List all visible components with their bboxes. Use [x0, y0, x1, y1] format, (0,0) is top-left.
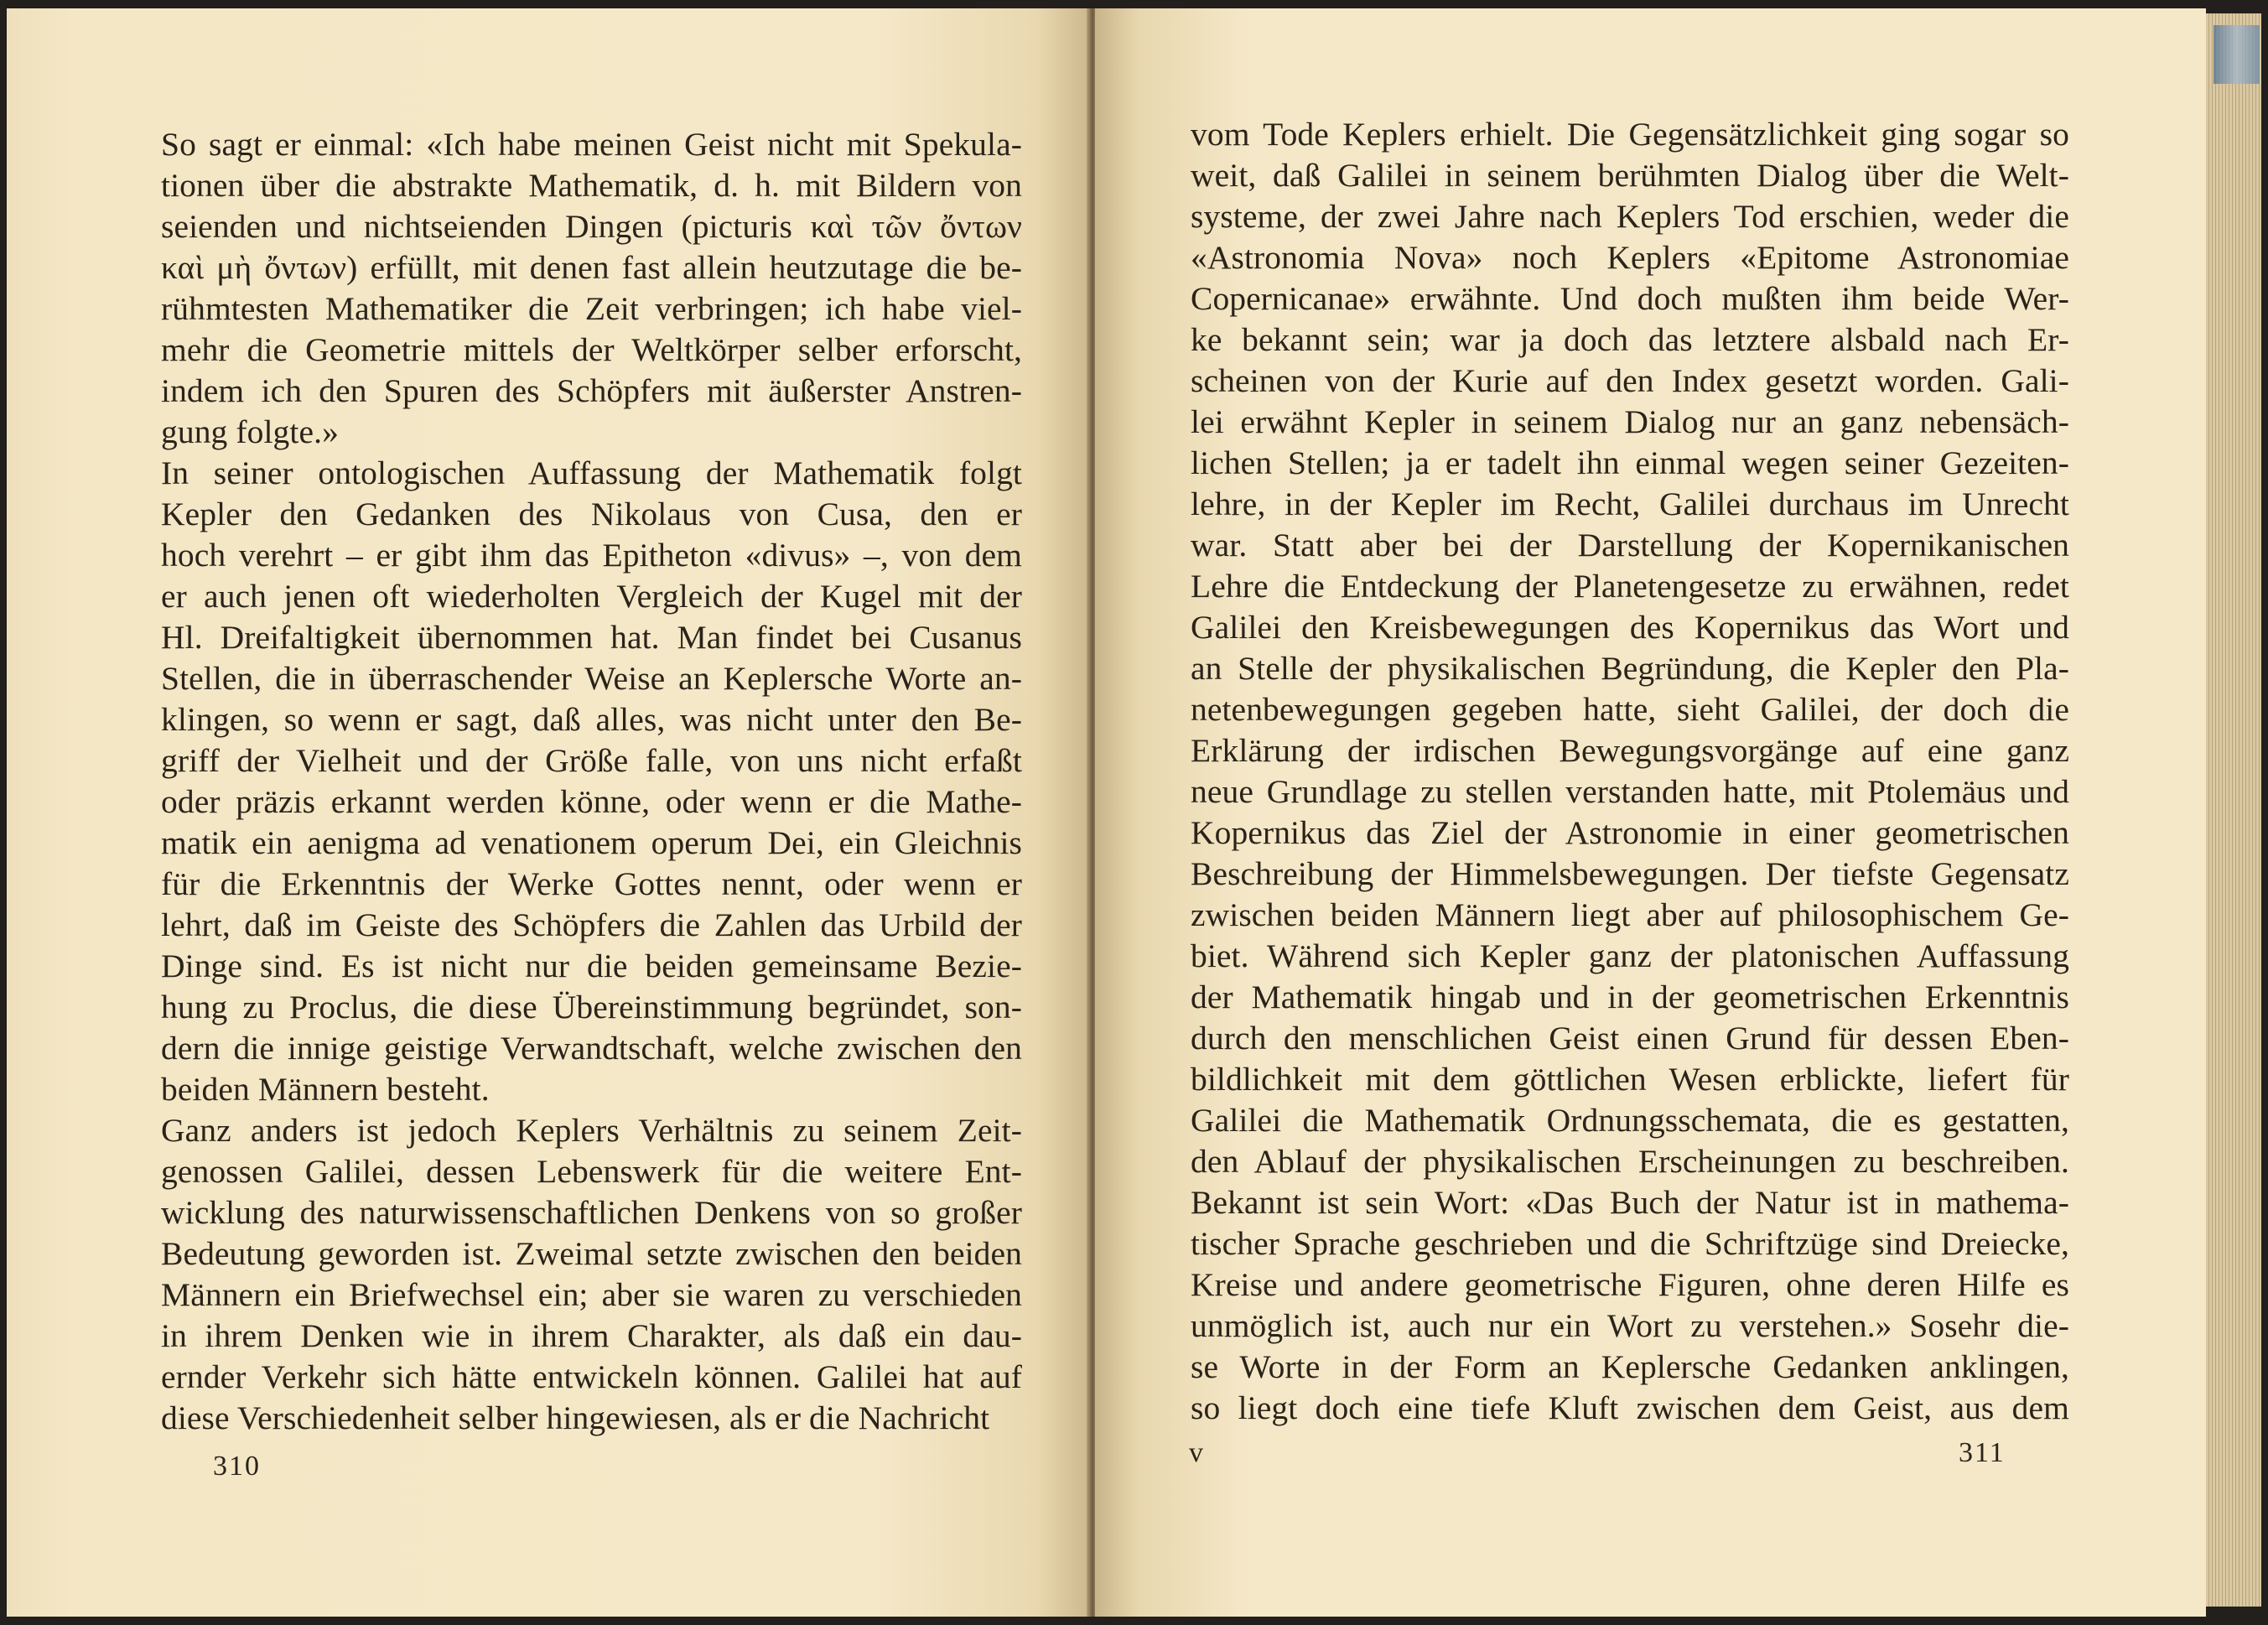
text-line: rühmtesten Mathematiker die Zeit verbringen; ich habe viel-: [161, 290, 1022, 327]
text-line: hoch verehrt – er gibt ihm das Epitheton «divus» –, von dem: [161, 537, 1022, 574]
text-line: gung folgte.»: [161, 413, 339, 450]
text-line: tischer Sprache geschrieben und die Schriftzüge sind Dreiecke,: [1191, 1225, 2069, 1262]
text-line: «Astronomia Nova» noch Keplers «Epitome Astronomiae: [1191, 239, 2069, 276]
text-line: neue Grundlage zu stellen verstanden hatte, mit Ptolemäus und: [1191, 773, 2069, 810]
left-page-number: 310: [213, 1451, 261, 1482]
text-line: hung zu Proclus, die diese Übereinstimmung begründet, son-: [161, 989, 1022, 1025]
text-line: Hl. Dreifaltigkeit übernommen hat. Man findet bei Cusanus: [161, 619, 1022, 656]
text-line: seienden und nichtseienden Dingen (picturis καὶ τῶν ὄντων: [161, 208, 1022, 245]
text-line: lehre, in der Kepler im Recht, Galilei durchaus im Unrecht: [1191, 485, 2069, 522]
text-line: griff der Vielheit und der Größe falle, von uns nicht erfaßt: [161, 742, 1022, 779]
text-line: Copernicanae» erwähnte. Und doch mußten ihm beide Wer-: [1191, 280, 2069, 317]
text-line: Bekannt ist sein Wort: «Das Buch der Natur ist in mathema-: [1191, 1184, 2069, 1221]
text-line: beiden Männern besteht.: [161, 1071, 490, 1108]
text-line: er auch jenen oft wiederholten Vergleich der Kugel mit der: [161, 578, 1022, 615]
text-line: lehrt, daß im Geiste des Schöpfers die Zahlen das Urbild der: [161, 906, 1022, 943]
text-line: Galilei den Kreisbewegungen des Kopernikus das Wort und: [1191, 609, 2069, 646]
left-page-text: [161, 124, 1022, 1439]
text-line: systeme, der zwei Jahre nach Keplers Tod erschien, weder die: [1191, 198, 2069, 235]
text-line: matik ein aenigma ad venationem operum Dei, ein Gleichnis: [161, 824, 1022, 861]
text-line: klingen, so wenn er sagt, daß alles, was nicht unter den Be-: [161, 701, 1022, 738]
text-line: vom Tode Keplers erhielt. Die Gegensätzlichkeit ging sogar so: [1191, 116, 2069, 153]
text-line: Galilei die Mathematik Ordnungsschemata, die es gestatten,: [1191, 1102, 2069, 1139]
text-line: netenbewegungen gegeben hatte, sieht Galilei, der doch die: [1191, 691, 2069, 728]
text-line: indem ich den Spuren des Schöpfers mit äußerster Anstren-: [161, 372, 1022, 409]
text-line: den Ablauf der physikalischen Erscheinungen zu beschreiben.: [1191, 1143, 2069, 1180]
text-line: ke bekannt sein; war ja doch das letztere alsbald nach Er-: [1191, 321, 2069, 358]
text-line: für die Erkenntnis der Werke Gottes nennt, oder wenn er: [161, 865, 1022, 902]
text-line: lei erwähnt Kepler in seinem Dialog nur an ganz nebensäch-: [1191, 403, 2069, 440]
text-line: Kopernikus das Ziel der Astronomie in einer geometrischen: [1191, 814, 2069, 851]
text-line: oder präzis erkannt werden könne, oder wenn er die Mathe-: [161, 783, 1022, 820]
text-line: in ihrem Denken wie in ihrem Charakter, als daß ein dau-: [161, 1317, 1022, 1354]
text-line: se Worte in der Form an Keplersche Gedanken anklingen,: [1191, 1348, 2069, 1385]
text-line: so liegt doch eine tiefe Kluft zwischen dem Geist, aus dem: [1191, 1389, 2069, 1426]
text-line: der Mathematik hingab und in der geometrischen Erkenntnis: [1191, 979, 2069, 1015]
page-edges: [2206, 13, 2261, 1607]
text-line: weit, daß Galilei in seinem berühmten Dialog über die Welt-: [1191, 157, 2069, 194]
text-line: genossen Galilei, dessen Lebenswerk für die weitere Ent-: [161, 1153, 1022, 1190]
text-line: καὶ μὴ ὄντων) erfüllt, mit denen fast allein heutzutage die be-: [161, 249, 1022, 286]
right-page-text: [1191, 114, 2069, 1429]
text-line: lichen Stellen; ja er tadelt ihn einmal wegen seiner Gezeiten-: [1191, 444, 2069, 481]
text-line: Beschreibung der Himmelsbewegungen. Der tiefste Gegensatz: [1191, 855, 2069, 892]
text-line: unmöglich ist, auch nur ein Wort zu verstehen.» Sosehr die-: [1191, 1307, 2069, 1344]
text-line: durch den menschlichen Geist einen Grund für dessen Eben-: [1191, 1020, 2069, 1057]
text-line: mehr die Geometrie mittels der Weltkörper selber erforscht,: [161, 331, 1022, 368]
text-line: tionen über die abstrakte Mathematik, d. h. mit Bildern von: [161, 167, 1022, 204]
right-page: [1095, 8, 2206, 1617]
text-line: Stellen, die in überraschender Weise an Keplersche Worte an-: [161, 660, 1022, 697]
text-line: Männern ein Briefwechsel ein; aber sie waren zu verschieden: [161, 1276, 1022, 1313]
left-page: [7, 8, 1090, 1617]
text-line: Dinge sind. Es ist nicht nur die beiden gemeinsame Bezie-: [161, 947, 1022, 984]
text-line: Kreise und andere geometrische Figuren, ohne deren Hilfe es: [1191, 1266, 2069, 1303]
text-line: bildlichkeit mit dem göttlichen Wesen erblickte, liefert für: [1191, 1061, 2069, 1098]
text-line: ernder Verkehr sich hätte entwickeln können. Galilei hat auf: [161, 1358, 1022, 1395]
text-line: zwischen beiden Männern liegt aber auf philosophischem Ge-: [1191, 896, 2069, 933]
right-page-number: 311: [1959, 1437, 2006, 1468]
text-line: dern die innige geistige Verwandtschaft, welche zwischen den: [161, 1030, 1022, 1067]
text-line: diese Verschiedenheit selber hingewiesen, als er die Nachricht: [161, 1399, 990, 1436]
bookmark-edge: [2214, 25, 2260, 84]
text-line: Ganz anders ist jedoch Keplers Verhältnis zu seinem Zeit-: [161, 1112, 1022, 1149]
text-line: In seiner ontologischen Auffassung der Mathematik folgt: [161, 454, 1022, 491]
text-line: Erklärung der irdischen Bewegungsvorgänge auf eine ganz: [1191, 732, 2069, 769]
signature-mark: v: [1189, 1437, 1205, 1468]
text-line: So sagt er einmal: «Ich habe meinen Geist nicht mit Spekula-: [161, 126, 1022, 163]
text-line: wicklung des naturwissenschaftlichen Denkens von so großer: [161, 1194, 1022, 1231]
text-line: Lehre die Entdeckung der Planetengesetze zu erwähnen, redet: [1191, 568, 2069, 605]
text-line: Bedeutung geworden ist. Zweimal setzte zwischen den beiden: [161, 1235, 1022, 1272]
text-line: Kepler den Gedanken des Nikolaus von Cusa, den er: [161, 496, 1022, 532]
text-line: war. Statt aber bei der Darstellung der Kopernikanischen: [1191, 527, 2069, 563]
text-line: scheinen von der Kurie auf den Index gesetzt worden. Gali-: [1191, 362, 2069, 399]
text-line: biet. Während sich Kepler ganz der platonischen Auffassung: [1191, 937, 2069, 974]
text-line: an Stelle der physikalischen Begründung, die Kepler den Pla-: [1191, 650, 2069, 687]
